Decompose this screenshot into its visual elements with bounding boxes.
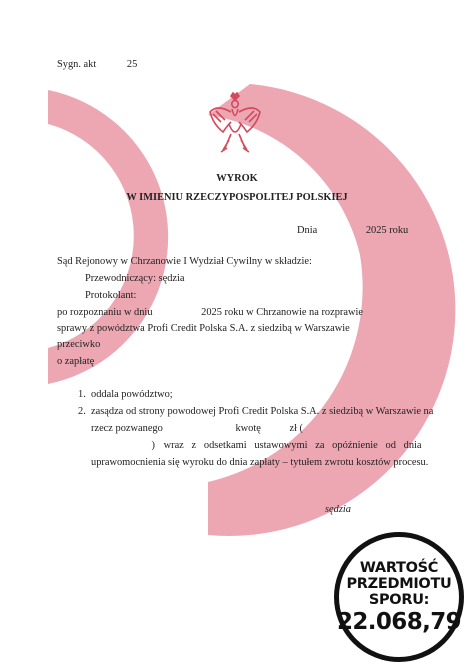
hearing-suffix: 2025 roku w Chrzanowie na rozprawie xyxy=(201,307,363,318)
case-label: Sygn. akt xyxy=(57,59,97,70)
ruling-2-word: ustawowymi xyxy=(254,440,308,451)
case-number: 25 xyxy=(126,59,138,70)
ruling-2-line3-start: ) xyxy=(151,440,155,451)
ruling-2-word: z xyxy=(191,440,197,451)
judge-signature: sędzia xyxy=(325,504,351,515)
ruling-2-word: opóźnienie xyxy=(332,440,378,451)
ruling-2-word: wraz xyxy=(163,440,184,451)
court-composition: Sąd Rejonowy w Chrzanowie I Wydział Cywilny w składzie: xyxy=(57,256,312,267)
claim-value-badge xyxy=(334,532,464,662)
subject-line: o zapłatę xyxy=(57,356,95,367)
date-line xyxy=(297,224,408,237)
hearing-date-line xyxy=(57,306,363,319)
presiding-judge: Przewodniczący: sędzia xyxy=(85,273,185,284)
verdict-subtitle: W IMIENIU RZECZYPOSPOLITEJ POLSKIEJ xyxy=(126,192,348,203)
ruling-2-word: za xyxy=(315,440,325,451)
ruling-2-word: dnia xyxy=(403,440,422,451)
ruling-2-line2-a: rzecz pozwanego xyxy=(91,423,163,434)
ruling-1-text: oddala powództwo; xyxy=(91,389,173,400)
badge-line-3: SPORU: xyxy=(368,591,430,608)
lawsuit-line: sprawy z powództwa Profi Credit Polska S.A. z siedzibą w Warszawie xyxy=(57,323,350,334)
ruling-2-line2 xyxy=(91,422,303,435)
ruling-2-word: odsetkami xyxy=(203,440,247,451)
hearing-prefix: po rozpoznaniu w dniu xyxy=(57,307,153,318)
date-prefix: Dnia xyxy=(297,225,318,236)
ruling-2-line3 xyxy=(91,439,422,452)
against-line: przeciwko xyxy=(57,339,101,350)
recorder: Protokolant: xyxy=(85,290,137,301)
ruling-2-line4: uprawomocnienia się wyroku do dnia zapłaty – tytułem zwrotu kosztów procesu. xyxy=(91,457,429,468)
case-signature xyxy=(57,58,137,71)
ruling-2-line3-words xyxy=(164,439,422,452)
ruling-1-number: 1. xyxy=(78,389,86,400)
badge-line-2: PRZEDMIOTU xyxy=(346,575,452,592)
ruling-2-number: 2. xyxy=(78,406,86,417)
ruling-2-line1: zasądza od strony powodowej Profi Credit Polska S.A. z siedzibą w Warszawie na xyxy=(91,406,434,417)
ruling-2-line2-b: kwotę xyxy=(235,423,261,434)
date-suffix: 2025 roku xyxy=(365,225,409,236)
ruling-2-line2-c: zł ( xyxy=(289,423,304,434)
verdict-title: WYROK xyxy=(216,173,258,184)
polish-eagle-emblem-icon xyxy=(207,92,263,154)
badge-line-1: WARTOŚĆ xyxy=(359,559,439,576)
ruling-2-word: od xyxy=(385,440,396,451)
badge-value: 22.068,79 xyxy=(336,608,462,635)
